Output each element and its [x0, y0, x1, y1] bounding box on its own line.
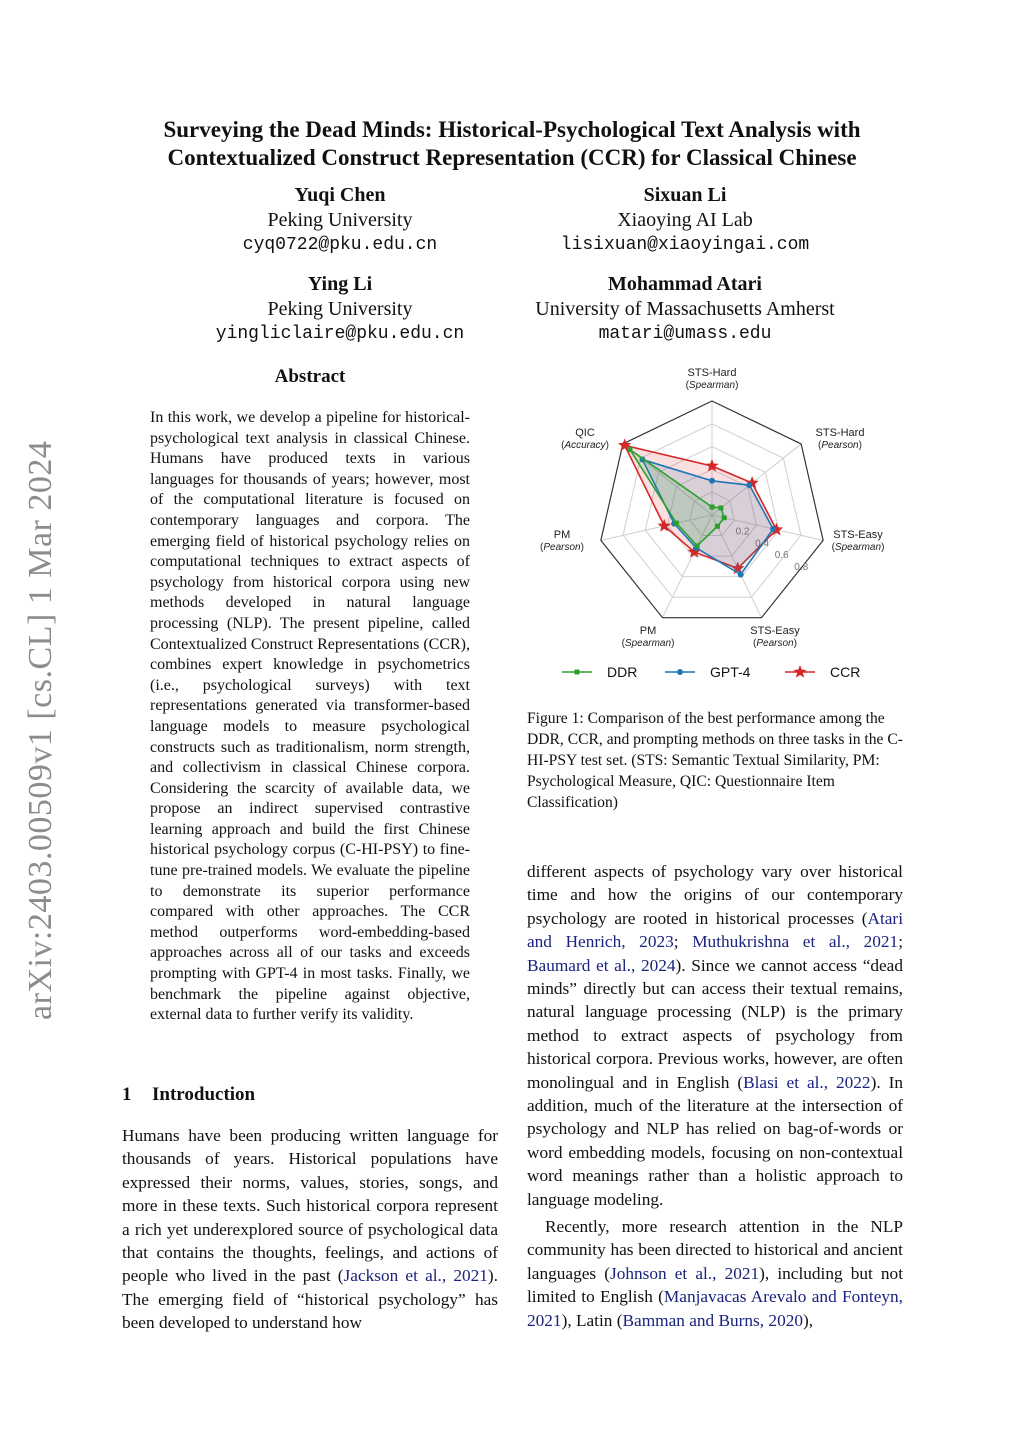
body-text: Recently, more research attention in the NLP community has been directed to historical and ancient languages (: [527, 1217, 903, 1283]
radar-chart: [540, 362, 900, 692]
axis-metric-label: (Pearson): [818, 440, 862, 451]
arxiv-identifier: arXiv:2403.00509v1 [cs.CL] 1 Mar 2024: [22, 440, 59, 1020]
data-point-marker: [738, 572, 744, 578]
axis-metric-label: (Pearson): [540, 542, 584, 553]
svg-text:CCR: CCR: [830, 664, 861, 680]
axis-metric-label: (Pearson): [753, 638, 797, 649]
svg-text:GPT-4: GPT-4: [710, 664, 751, 680]
author-affiliation: Xiaoying AI Lab: [617, 209, 753, 231]
title-line-2: Contextualized Construct Representation (CCR) for Classical Chinese: [167, 145, 857, 170]
citation-link[interactable]: Johnson et al., 2021: [609, 1263, 760, 1283]
axis-label: STS-Hard: [815, 427, 865, 439]
author-block-3: [190, 272, 490, 347]
separator: ;: [898, 932, 903, 952]
author-email[interactable]: lisixuan@xiaoyingai.com: [560, 235, 810, 255]
axis-metric-label: (Spearman): [831, 542, 885, 553]
axis-label: STS-Easy: [750, 625, 800, 637]
abstract-heading: Abstract: [274, 366, 346, 387]
author-block-4: [510, 272, 860, 347]
introduction-right-paragraph-1: [527, 860, 903, 1211]
body-text: ), including but not limited to English (: [527, 1263, 904, 1307]
separator: ;: [673, 932, 693, 952]
citation-link[interactable]: Atari and Henrich, 2023: [527, 908, 903, 952]
axis-metric-label: (Spearman): [685, 380, 739, 391]
body-text: ), Latin (: [561, 1310, 623, 1330]
axis-metric-label: (Accuracy): [561, 440, 609, 451]
author-affiliation: Peking University: [267, 298, 413, 320]
axis-label: STS-Easy: [833, 529, 883, 541]
radial-tick-label: 0.6: [774, 550, 789, 562]
title-line-1: Surveying the Dead Minds: Historical-Psychological Text Analysis with: [163, 117, 861, 142]
axis-label: QIC: [575, 427, 595, 439]
author-name: Mohammad Atari: [608, 273, 762, 295]
axis-label: STS-Hard: [687, 367, 737, 379]
body-text: ). In addition, much of the literature at the intersection of psychology and NLP has relied on bag-of-words or word embedding models, focusing on non-contextual word meanings rather than a holistic approach to language modeling.: [527, 1072, 903, 1209]
author-email[interactable]: matari@umass.edu: [598, 324, 772, 344]
data-point-marker: [709, 478, 715, 484]
axis-label: PM: [553, 529, 571, 541]
author-name: Sixuan Li: [643, 184, 727, 206]
body-text: ). The emerging field of “historical psychology” has been developed to understand how: [122, 1266, 498, 1333]
author-block-1: [220, 183, 460, 258]
abstract-text: In this work, we develop a pipeline for historical-psychological text analysis in classical Chinese. Humans have produced texts in various languages for thousands of years; however, most of the computational literature is focused on contemporary languages and corpora. The emerging field of historical psychology relies on computational techniques to extract aspects of psychology from historical corpora using new methods developed in natural language processing (NLP). The present pipeline, called Contextualized Construct Representations (CCR), combines expert knowledge in psychometrics (i.e., psychological surveys) with text representations generated via transformer-based language models to measure psychological constructs such as traditionalism, norm strength, and collectivism in classical Chinese corpora. Considering the scarcity of available data, we propose an indirect supervised contrastive learning approach and build the first Chinese historical psychology corpus (C-HI-PSY) to fine-tune pre-trained models. We evaluate the pipeline to demonstrate its superior performance compared with other approaches. The CCR method outperforms word-embedding-based approaches across all of our tasks and exceeds prompting with GPT-4 in most tasks. Finally, we benchmark the pipeline against objective, external data to further verify its validity.: [150, 409, 470, 1024]
svg-text:DDR: DDR: [607, 664, 638, 680]
radial-tick-label: 0.8: [794, 561, 809, 573]
data-point-marker: [710, 505, 715, 510]
citation-link[interactable]: Bamman and Burns, 2020: [622, 1310, 803, 1330]
section-heading-introduction: [122, 1084, 255, 1106]
figure-caption: Figure 1: Comparison of the best performance among the DDR, CCR, and prompting methods on three tasks in the C-HI-PSY test set. (STS: Semantic Textual Similarity, PM: Psychological Measure, QIC: Questionnaire Item Classification): [527, 710, 903, 811]
radial-tick-label: 0.4: [755, 538, 770, 550]
body-text: different aspects of psychology vary over historical time and how the origins of our contemporary psychology are rooted in historical processes (: [527, 862, 903, 928]
radar-chart-figure: [540, 362, 900, 692]
citation-link[interactable]: Manjavacas Arevalo and Fonteyn, 2021: [527, 1287, 903, 1330]
data-point-marker: [718, 505, 723, 510]
data-point-marker: [770, 526, 776, 532]
legend-item-gpt4: [665, 664, 751, 680]
legend-item-ddr: [562, 664, 637, 680]
citation-link[interactable]: Baumard et al., 2024: [527, 955, 676, 975]
introduction-left-paragraph: [122, 1124, 498, 1335]
body-text: ),: [803, 1310, 814, 1330]
data-point-marker: [715, 524, 720, 529]
section-number: 1: [122, 1084, 132, 1105]
data-point-marker: [722, 515, 727, 520]
data-point-marker: [746, 482, 752, 488]
author-affiliation: University of Massachusetts Amherst: [535, 298, 835, 320]
paper-title: [120, 116, 904, 172]
data-point-marker: [674, 521, 679, 526]
data-point-marker: [695, 543, 700, 548]
citation-link[interactable]: Jackson et al., 2021: [343, 1266, 488, 1286]
introduction-right-paragraph-2: [527, 1215, 903, 1332]
body-text: ). Since we cannot access “dead minds” directly but can access their textual remains, natural language processing (NLP) is the primary method to extract aspects of psychology from historical corpora. Previous works, however, are often monolingual and in English (: [527, 955, 903, 1092]
data-point-marker: [628, 447, 633, 452]
axis-metric-label: (Spearman): [621, 638, 675, 649]
axis-label: PM: [639, 625, 657, 637]
author-email[interactable]: yingliclaire@pku.edu.cn: [215, 324, 465, 344]
citation-link[interactable]: Blasi et al., 2022: [743, 1072, 871, 1092]
citation-link[interactable]: Muthukrishna et al., 2021: [692, 932, 899, 952]
radial-tick-label: 0.2: [735, 526, 750, 538]
author-email[interactable]: cyq0722@pku.edu.cn: [242, 235, 438, 255]
author-name: Yuqi Chen: [294, 184, 386, 206]
author-name: Ying Li: [307, 273, 373, 295]
section-title: Introduction: [152, 1084, 256, 1105]
legend-item-ccr: [785, 664, 860, 680]
author-block-2: [520, 183, 850, 258]
body-text: Humans have been producing written language for thousands of years. Historical populations have expressed their norms, values, stories, songs, and more in these texts. Such historical corpora represent a rich yet underexplored source of psychological data that contains the thoughts, feelings, and actions of people who lived in the past (: [122, 1126, 498, 1286]
author-affiliation: Peking University: [267, 209, 413, 231]
